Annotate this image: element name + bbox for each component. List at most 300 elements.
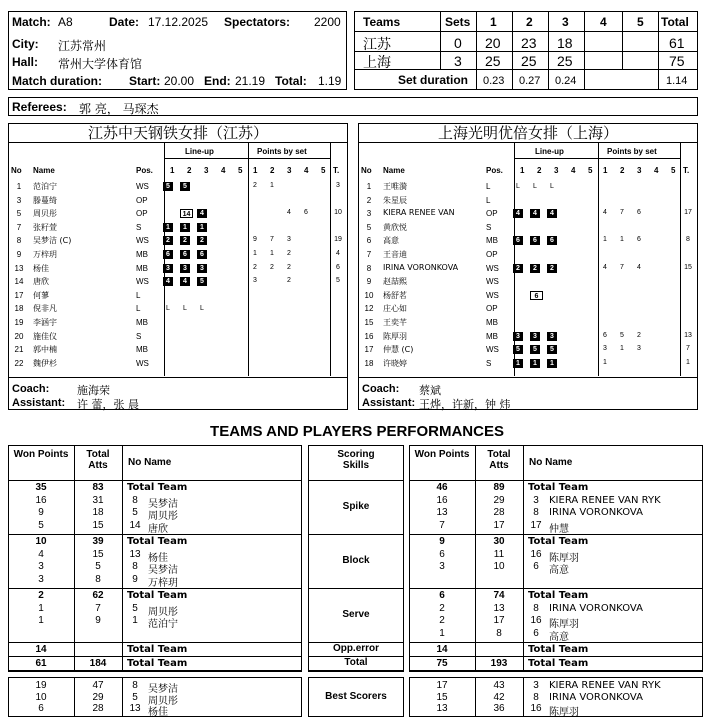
total-atts-value: 193: [490, 658, 508, 669]
set-points: 1: [270, 250, 274, 257]
set-points: 2: [287, 250, 291, 257]
team2-set3: 25: [557, 53, 573, 69]
total-atts-value: 15: [92, 548, 104, 560]
column-divider: [680, 143, 681, 376]
best-atts: 28: [92, 703, 104, 714]
player-name: KIERA RENEE VAN RYK: [549, 494, 661, 506]
player-number: 14: [14, 277, 24, 287]
player-position: MB: [136, 345, 148, 355]
points-set-header: 3: [287, 166, 292, 175]
column-divider: [330, 143, 331, 376]
lineup-cell: 5: [530, 345, 540, 354]
won-points-value: 14: [436, 644, 448, 655]
row-divider: [308, 480, 404, 481]
player-number: 18: [364, 358, 374, 368]
player-position: MB: [136, 250, 148, 259]
row-divider: [308, 588, 404, 589]
total-atts-value: 184: [89, 658, 107, 669]
player-position: OP: [486, 304, 498, 314]
lineup-cell: 4: [513, 209, 523, 218]
player-number: 8: [132, 680, 138, 691]
player-name: 倪非凡: [33, 304, 57, 314]
player-position: L: [486, 182, 491, 191]
total-atts-value: 74: [493, 590, 505, 601]
won-points-value: 2: [439, 602, 445, 614]
points-set-header: 5: [671, 166, 676, 175]
total-atts-value: 5: [95, 561, 101, 572]
lineup-set-header: 3: [204, 166, 209, 175]
set-points: 2: [637, 331, 641, 339]
player-position: MB: [136, 263, 148, 273]
lineup-cell: 6: [530, 236, 540, 245]
points-set-header: 1: [253, 166, 258, 175]
team-a-coach: 施海荣: [77, 384, 110, 397]
set-points: 7: [270, 236, 274, 244]
lineup-cell: 3: [547, 332, 557, 341]
player-position: S: [486, 222, 492, 232]
player-position: OP: [136, 209, 148, 219]
total-atts-value: 29: [493, 494, 505, 506]
player-total-points: 4: [336, 250, 340, 257]
player-number: 1: [132, 615, 138, 626]
player-name: 万梓玥: [33, 250, 57, 259]
row-divider: [8, 480, 302, 481]
row-divider: [8, 656, 302, 657]
team-b-assistant-label: Assistant:: [362, 397, 416, 409]
player-number: 7: [16, 222, 22, 232]
points-set-header: 2: [620, 166, 625, 175]
lineup-cell: 3: [197, 264, 207, 273]
player-position: L: [136, 290, 141, 300]
column-divider: [514, 143, 515, 376]
total-atts-value: 10: [493, 561, 505, 572]
set3-header: 3: [562, 15, 569, 29]
player-number: 9: [366, 277, 372, 287]
player-name: 范泊宁: [148, 619, 178, 630]
end-value: 21.19: [235, 74, 266, 88]
team1-set1: 20: [485, 35, 501, 51]
player-name: IRINA VORONKOVA: [549, 507, 643, 518]
player-number: 15: [364, 318, 374, 327]
points-set-header: 4: [304, 166, 309, 175]
lineup-cell: L: [516, 183, 520, 190]
player-name: KIERA RENEE VAN RYK: [549, 680, 661, 691]
won-points-value: 13: [436, 507, 448, 518]
player-name: 何蓼: [33, 290, 49, 300]
player-name: Total Team: [528, 658, 589, 669]
player-name: 高意: [549, 565, 569, 576]
won-points-value: 7: [439, 519, 445, 531]
player-name: 吴梦洁: [148, 498, 178, 510]
match-date: 17.12.2025: [148, 15, 209, 29]
row-divider: [409, 642, 703, 643]
player-name: IRINA VORONKOVA: [383, 262, 459, 272]
player-name: 陈厚羽: [549, 619, 579, 630]
player-name: 唐欣: [148, 523, 168, 535]
player-position: WS: [486, 290, 499, 300]
spectators-count: 2200: [314, 15, 341, 29]
team2-set1: 25: [485, 53, 501, 69]
set-points: 3: [637, 345, 641, 353]
lineup-cell: 2: [163, 236, 173, 245]
total-atts-value: 8: [496, 627, 502, 639]
total-atts-value: 7: [95, 602, 101, 614]
lineup-cell: 5: [547, 345, 557, 354]
player-name: Total Team: [528, 536, 589, 547]
column-divider: [248, 143, 249, 376]
player-total-points: 3: [336, 182, 340, 189]
lineup-cell: 3: [530, 332, 540, 341]
won-points-value: 10: [35, 536, 47, 547]
referees-names: 郭 亮， 马琛杰: [79, 102, 159, 116]
lineup-cell: 6: [547, 236, 557, 245]
row-divider: [308, 534, 404, 535]
column-divider: [164, 143, 165, 376]
team-a-coach-label: Coach:: [12, 383, 50, 395]
lineup-cell: 6: [197, 250, 207, 259]
lineup-cell: 2: [513, 264, 523, 273]
lineup-cell: L: [200, 305, 204, 313]
lineup-cell: 5: [163, 182, 173, 191]
player-name: Total Team: [127, 536, 188, 547]
player-position: MB: [486, 331, 498, 341]
won-points-header: Won Points: [13, 449, 69, 460]
won-points-value: 3: [439, 561, 445, 572]
player-name: KIERA RENEE VAN: [383, 208, 455, 218]
player-position: S: [136, 222, 142, 232]
player-name: 陈厚羽: [383, 331, 407, 341]
team2-set2: 25: [521, 53, 537, 69]
skill-label: Total: [344, 657, 368, 668]
total-atts-value: 9: [95, 615, 101, 626]
lineup-cell: 1: [163, 223, 173, 232]
set5-header: 5: [637, 15, 644, 29]
spectators-label: Spectators:: [224, 15, 291, 29]
player-number: 16: [530, 703, 542, 714]
player-name: Total Team: [528, 644, 589, 655]
player-number: 10: [364, 290, 374, 300]
set-points: 6: [637, 209, 641, 217]
player-number: 8: [132, 494, 138, 506]
set-points: 7: [620, 263, 624, 271]
set-points: 4: [603, 209, 607, 217]
date-label: Date:: [109, 15, 140, 29]
player-total-points: 7: [686, 345, 690, 353]
team-a-assistants: 许 蕾，张 晨: [77, 398, 139, 411]
set-points: 9: [253, 236, 257, 244]
set-points: 1: [603, 358, 607, 366]
set-points: 6: [603, 331, 607, 339]
team1-sets: 0: [454, 35, 462, 51]
roster-points-header: Points by set: [257, 147, 307, 156]
lineup-set-header: 5: [238, 166, 243, 175]
best-scorers-label: Best Scorers: [325, 691, 387, 702]
player-number: 17: [14, 290, 24, 300]
player-name: Total Team: [127, 644, 188, 655]
player-number: 19: [14, 318, 24, 327]
won-points-value: 16: [35, 494, 47, 506]
set2-duration: 0.27: [519, 75, 541, 87]
player-total-points: 10: [334, 209, 342, 217]
won-points-value: 6: [439, 590, 445, 601]
lineup-cell: 1: [547, 359, 557, 368]
player-name: 仲慧 (C): [383, 345, 414, 355]
player-name: Total Team: [127, 590, 188, 601]
lineup-cell: 1: [530, 359, 540, 368]
player-number: 16: [530, 615, 542, 626]
roster-lineup-header: Line-up: [535, 147, 564, 156]
player-number: 6: [533, 627, 539, 639]
row-divider: [409, 534, 703, 535]
set-points: 1: [603, 236, 607, 244]
hall-label: Hall:: [12, 55, 39, 69]
set-duration-label: Set duration: [398, 73, 469, 87]
total-atts-value: 89: [493, 482, 505, 493]
player-number: 3: [533, 680, 539, 691]
city-value: 江苏常州: [58, 39, 107, 53]
player-position: WS: [136, 277, 149, 287]
player-total-points: 5: [336, 277, 340, 285]
lineup-cell: 4: [197, 209, 207, 218]
team1-name: 江苏: [363, 37, 391, 53]
player-number: 8: [16, 236, 22, 246]
won-points-value: 16: [436, 494, 448, 506]
match-info-box: [8, 11, 347, 90]
player-number: 21: [14, 345, 24, 355]
row-divider: [409, 670, 703, 671]
player-position: MB: [486, 318, 498, 327]
lineup-cell: 6: [163, 250, 173, 259]
set-points: 4: [287, 209, 291, 217]
won-points-value: 9: [439, 536, 445, 547]
row-divider: [8, 642, 302, 643]
set-points: 6: [304, 209, 308, 217]
player-number: 8: [533, 602, 539, 614]
set-points: 3: [253, 277, 257, 285]
lineup-cell: 4: [530, 209, 540, 218]
set-points: 3: [287, 236, 291, 244]
player-number: 5: [132, 602, 138, 614]
team2-name: 上海: [363, 55, 391, 71]
won-points-value: 46: [436, 482, 448, 493]
lineup-cell: L: [183, 305, 187, 313]
lineup-set-header: 2: [537, 166, 542, 175]
team-b-assistants: 王烨，许新，钟 炜: [419, 398, 511, 411]
player-position: OP: [486, 250, 498, 259]
lineup-cell: L: [166, 305, 170, 313]
lineup-cell: 2: [197, 236, 207, 245]
lineup-cell: 6: [530, 291, 543, 300]
lineup-cell: 2: [530, 264, 540, 273]
lineup-cell: 5: [180, 182, 190, 191]
roster-pos-header: Pos.: [136, 166, 153, 175]
total-header: Total: [661, 15, 689, 29]
player-total-points: 15: [684, 263, 692, 271]
player-name: 仲慧: [549, 523, 569, 535]
player-name: 魏伊杉: [33, 358, 57, 368]
set-points: 1: [253, 250, 257, 257]
player-name: 施佳仪: [33, 331, 57, 341]
player-total-points: 6: [336, 263, 340, 271]
best-atts: 43: [493, 680, 505, 691]
total-atts-value: 31: [92, 494, 104, 506]
set-points: 6: [637, 236, 641, 244]
row-divider: [409, 588, 703, 589]
player-number: 17: [364, 345, 374, 355]
header-divider: [514, 158, 681, 159]
player-name: 杨佳: [33, 263, 49, 273]
lineup-set-header: 1: [520, 166, 525, 175]
set-points: 2: [270, 263, 274, 271]
row-divider: [8, 670, 302, 671]
team-a-name: 江苏中天钢铁女排（江苏）: [9, 124, 347, 143]
team2-total: 75: [669, 53, 685, 69]
set-points: 4: [603, 263, 607, 271]
player-name: 郭中楠: [33, 345, 57, 355]
player-number: 12: [364, 304, 374, 314]
match-label: Match:: [12, 15, 51, 29]
player-name: IRINA VORONKOVA: [549, 602, 643, 614]
player-name: 周贝彤: [148, 606, 178, 618]
player-name: 李涵宇: [33, 318, 57, 327]
no-name-header: No Name: [529, 457, 573, 468]
best-atts: 29: [92, 691, 104, 703]
team-a-assistant-label: Assistant:: [12, 397, 66, 409]
total-value: 1.19: [318, 74, 342, 88]
start-label: Start:: [129, 74, 161, 88]
won-points-value: 1: [38, 602, 44, 614]
points-set-header: 5: [321, 166, 326, 175]
roster-t-header: T.: [683, 166, 690, 175]
won-points-value: 61: [35, 658, 47, 669]
player-position: WS: [486, 263, 499, 273]
player-name: 王唯漪: [383, 182, 407, 191]
player-position: MB: [486, 236, 498, 246]
player-name: 陈厚羽: [549, 707, 579, 718]
player-number: 5: [366, 222, 372, 232]
header-divider: [164, 158, 331, 159]
player-name: 杨舒茗: [383, 290, 407, 300]
team-b-coach-label: Coach:: [362, 383, 400, 395]
player-name: 杨佳: [148, 552, 168, 564]
set-points: 1: [620, 345, 624, 353]
total-atts-value: 28: [493, 507, 505, 518]
player-name: 庄心如: [383, 304, 407, 314]
player-total-points: 13: [684, 331, 692, 339]
end-label: End:: [204, 74, 231, 88]
lineup-set-header: 4: [571, 166, 576, 175]
lineup-set-header: 2: [187, 166, 192, 175]
player-position: MB: [136, 318, 148, 327]
column-divider: [598, 143, 599, 376]
total-atts-value: 30: [493, 536, 505, 547]
player-number: 3: [366, 209, 372, 219]
duration-label: Match duration:: [12, 74, 102, 88]
lineup-set-header: 3: [554, 166, 559, 175]
player-number: 8: [533, 507, 539, 518]
set-points: 1: [620, 236, 624, 244]
set-points: 2: [287, 263, 291, 271]
lineup-cell: L: [533, 183, 537, 190]
best-atts: 47: [92, 680, 104, 691]
player-name: Total Team: [127, 482, 188, 493]
player-number: 14: [129, 519, 141, 531]
set-points: 2: [287, 277, 291, 285]
player-number: 5: [132, 507, 138, 518]
player-position: OP: [486, 209, 498, 219]
won-points-value: 9: [38, 507, 44, 518]
player-number: 8: [533, 691, 539, 703]
best-points: 6: [38, 703, 44, 714]
player-total-points: 8: [686, 236, 690, 244]
player-number: 9: [16, 250, 22, 259]
player-name: Total Team: [528, 482, 589, 493]
performance-title: TEAMS AND PLAYERS PERFORMANCES: [210, 423, 504, 440]
column-divider: [122, 677, 123, 717]
player-name: 万梓玥: [148, 577, 178, 589]
player-number: 13: [129, 703, 141, 714]
total-atts-value: 83: [92, 482, 104, 493]
player-name: 王音迪: [383, 250, 407, 259]
referees-label: Referees:: [12, 100, 67, 114]
column-divider: [523, 677, 524, 717]
city-label: City:: [12, 37, 39, 51]
lineup-cell: 4: [547, 209, 557, 218]
set-points: 2: [253, 182, 257, 189]
set3-duration: 0.24: [555, 75, 577, 87]
player-number: 3: [533, 494, 539, 506]
team1-set3: 18: [557, 35, 573, 51]
player-number: 2: [366, 195, 372, 205]
set2-header: 2: [526, 15, 533, 29]
roster-pos-header: Pos.: [486, 166, 503, 175]
lineup-cell: 3: [163, 264, 173, 273]
player-number: 3: [16, 195, 22, 205]
hall-value: 常州大学体育馆: [58, 57, 143, 71]
player-total-points: 19: [334, 236, 342, 244]
skill-label: Opp.error: [332, 643, 380, 654]
won-points-value: 4: [38, 548, 44, 560]
points-set-header: 4: [654, 166, 659, 175]
results-box: [354, 11, 698, 90]
player-number: 17: [530, 519, 542, 531]
roster-points-header: Points by set: [607, 147, 657, 156]
lineup-cell: 1: [180, 223, 190, 232]
player-position: WS: [486, 345, 499, 355]
won-points-value: 14: [35, 644, 47, 655]
player-position: L: [136, 304, 141, 314]
player-number: 18: [14, 304, 24, 314]
won-points-value: 3: [38, 561, 44, 572]
skill-label: Block: [342, 555, 370, 566]
total-atts-value: 39: [92, 536, 104, 547]
player-name: 王奕芊: [383, 318, 407, 327]
player-total-points: 1: [686, 358, 690, 366]
player-number: 8: [366, 263, 372, 273]
player-name: 吴梦洁: [148, 684, 178, 695]
player-name: 周贝彤: [148, 511, 178, 522]
player-number: 9: [132, 573, 138, 585]
team-b-name: 上海光明优倍女排（上海）: [359, 124, 697, 143]
roster-name-header: Name: [383, 166, 405, 175]
sets-header: Sets: [445, 15, 471, 29]
total-atts-header: Total Atts: [86, 449, 110, 471]
total-atts-value: 11: [493, 548, 505, 560]
player-name: 张籽萱: [33, 222, 57, 232]
player-name: 黄欣悦: [383, 222, 407, 232]
lineup-cell: 4: [163, 277, 173, 286]
team2-sets: 3: [454, 53, 462, 69]
